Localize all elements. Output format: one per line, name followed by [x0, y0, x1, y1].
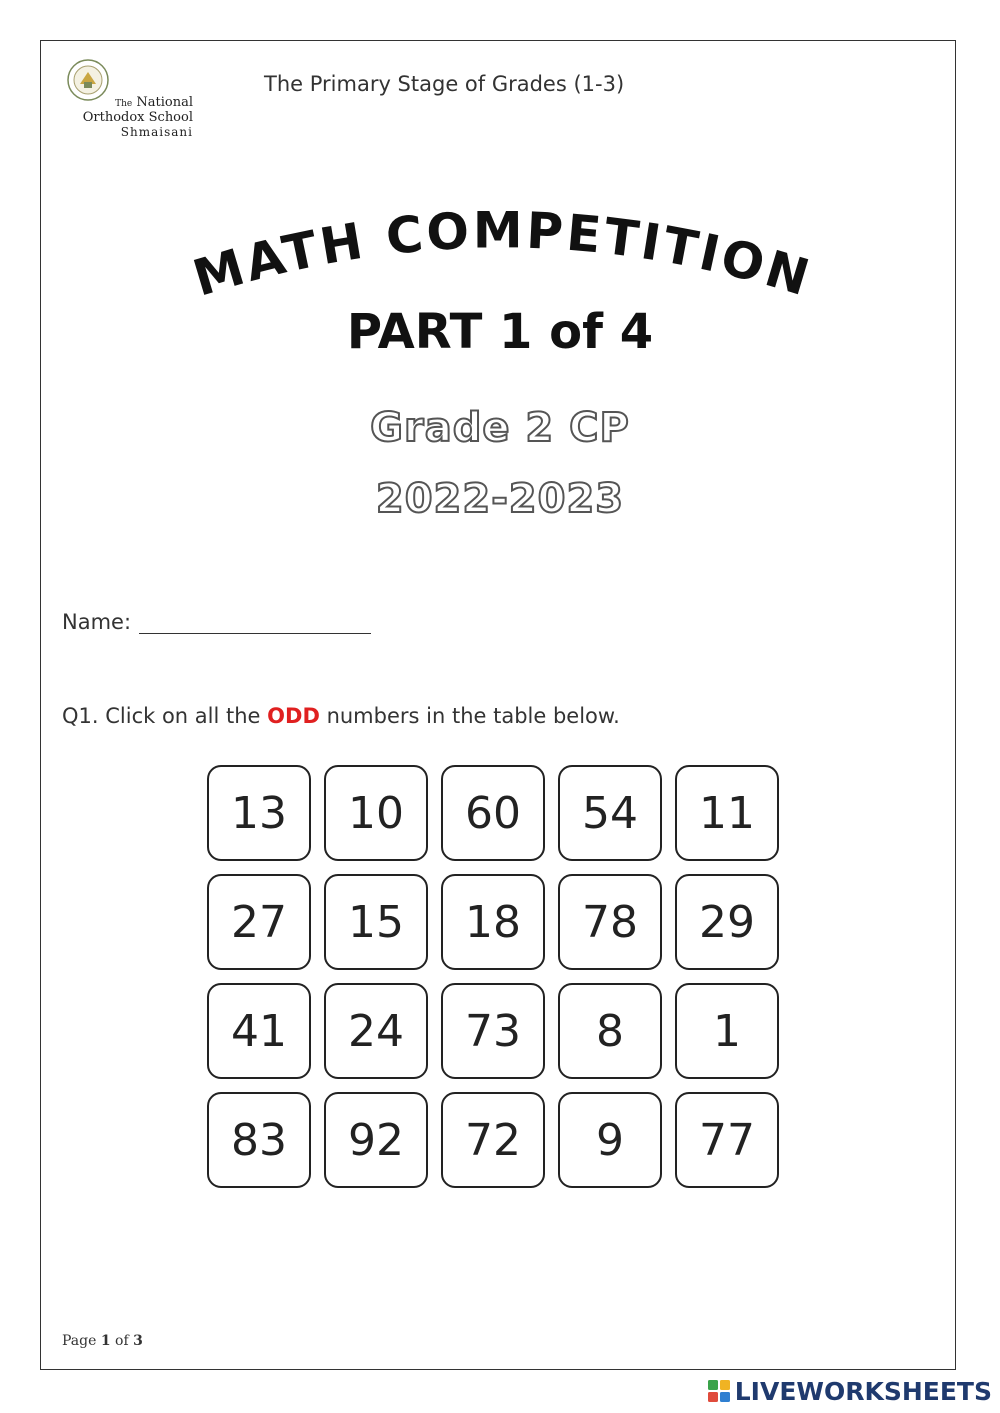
name-row [62, 610, 371, 634]
page-total: 3 [133, 1333, 143, 1349]
question-1 [62, 704, 620, 728]
liveworksheets-wordmark: LIVEWORKSHEETS [734, 1376, 992, 1406]
number-cell[interactable]: 54 [558, 765, 662, 861]
logo-orthodox-school: Orthodox School [82, 110, 193, 125]
number-cell[interactable]: 9 [558, 1092, 662, 1188]
number-cell[interactable]: 27 [207, 874, 311, 970]
number-cell[interactable]: 15 [324, 874, 428, 970]
number-cell[interactable]: 60 [441, 765, 545, 861]
number-cell[interactable]: 13 [207, 765, 311, 861]
logo-the: The [115, 99, 133, 109]
school-logo [58, 58, 198, 148]
number-cell[interactable]: 73 [441, 983, 545, 1079]
logo-shmaisani: Shmaisani [120, 125, 193, 139]
number-cell[interactable]: 11 [675, 765, 779, 861]
title-line-1 [187, 201, 819, 307]
number-cell[interactable]: 10 [324, 765, 428, 861]
liveworksheets-brand[interactable] [707, 1376, 992, 1406]
number-table [207, 765, 787, 1188]
school-name [78, 96, 193, 139]
page-indicator [62, 1333, 143, 1349]
year-heading: 2022-2023 [375, 476, 625, 522]
competition-title [150, 200, 850, 380]
title-line-1-text: MATH COMPETITION [186, 201, 819, 308]
number-cell[interactable]: 29 [675, 874, 779, 970]
grade-heading: Grade 2 CP [370, 405, 630, 451]
number-cell[interactable]: 92 [324, 1092, 428, 1188]
number-cell[interactable]: 1 [675, 983, 779, 1079]
question-suffix: numbers in the table below. [326, 704, 620, 728]
name-input-line[interactable] [139, 613, 371, 634]
number-cell[interactable]: 77 [675, 1092, 779, 1188]
name-label: Name: [62, 610, 132, 634]
number-cell[interactable]: 83 [207, 1092, 311, 1188]
stage-text: The Primary Stage of Grades (1-3) [264, 72, 625, 96]
page-label: Page [62, 1333, 97, 1349]
number-cell[interactable]: 8 [558, 983, 662, 1079]
question-highlight: ODD [267, 704, 320, 728]
liveworksheets-logo-icon [707, 1379, 731, 1403]
number-cell[interactable]: 41 [207, 983, 311, 1079]
number-cell[interactable]: 72 [441, 1092, 545, 1188]
page-current: 1 [100, 1333, 111, 1349]
question-prefix: Q1. Click on all the [62, 704, 261, 728]
number-cell[interactable]: 18 [441, 874, 545, 970]
logo-national: National [136, 95, 193, 110]
title-line-2: PART 1 of 4 [346, 304, 654, 360]
page-of-label: of [115, 1333, 129, 1349]
number-cell[interactable]: 24 [324, 983, 428, 1079]
number-cell[interactable]: 78 [558, 874, 662, 970]
